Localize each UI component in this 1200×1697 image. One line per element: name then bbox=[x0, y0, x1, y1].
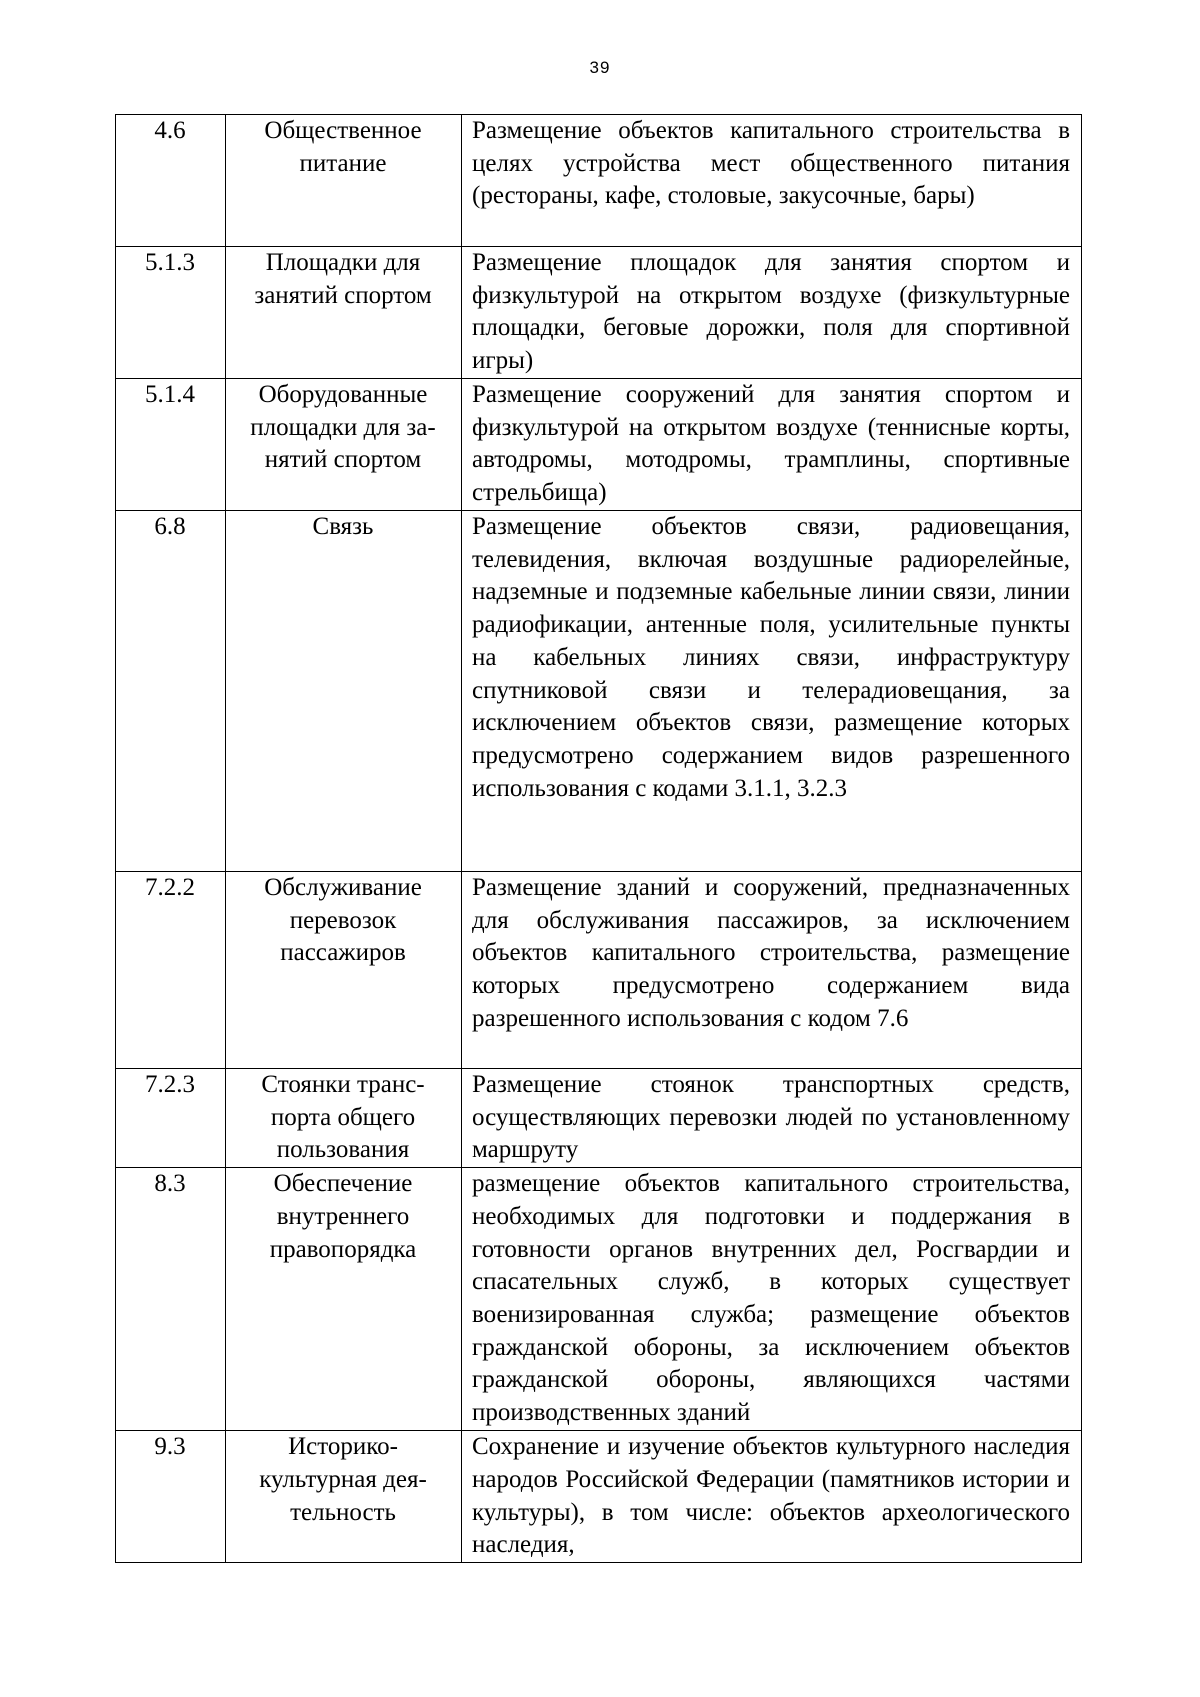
name-line: площадки для за- bbox=[250, 413, 436, 441]
table-row bbox=[116, 1069, 1082, 1168]
name-line: пассажиров bbox=[280, 939, 406, 967]
code-cell: 7.2.3 bbox=[116, 1069, 226, 1168]
name-cell bbox=[226, 511, 462, 872]
description-cell: Размещение площадок для занятия спортом и физкультурой на открытом воздухе (физкультурные площадки, беговые дорожки, поля для спортивной игры) bbox=[462, 247, 1082, 379]
name-line: Историко- bbox=[288, 1433, 398, 1461]
name-line: занятий спортом bbox=[254, 281, 432, 309]
description-cell: размещение объектов капитального строительства, необходимых для подготовки и поддержания в готовности органов внутренних дел, Росгвардии и спасательных служб, в которых существует военизированная служба; размещение объектов гражданской обороны, за исключением объектов гражданской обороны, являющихся частями производственных зданий bbox=[462, 1168, 1082, 1431]
description-cell: Размещение стоянок транспортных средств, осуществляющих перевозки людей по установленному маршруту bbox=[462, 1069, 1082, 1168]
code-cell: 7.2.2 bbox=[116, 872, 226, 1069]
name-line: нятий спортом bbox=[264, 446, 422, 474]
name-line: Обслуживание bbox=[264, 874, 422, 901]
land-use-table bbox=[115, 114, 1082, 1563]
name-line: Площадки для bbox=[265, 249, 421, 276]
name-line: культурная дея- bbox=[259, 1465, 427, 1493]
name-line: тельность bbox=[290, 1498, 396, 1526]
code-cell: 9.3 bbox=[116, 1431, 226, 1563]
name-cell bbox=[226, 379, 462, 511]
name-line: Обеспечение bbox=[273, 1170, 413, 1198]
name-cell bbox=[226, 1431, 462, 1563]
name-cell bbox=[226, 872, 462, 1069]
name-line: правопорядка bbox=[269, 1235, 417, 1263]
name-cell bbox=[226, 115, 462, 247]
code-cell: 8.3 bbox=[116, 1168, 226, 1431]
name-line: порта общего bbox=[270, 1103, 416, 1131]
name-line: Стоянки транс- bbox=[261, 1071, 425, 1098]
name-cell bbox=[226, 1168, 462, 1431]
code-cell: 5.1.3 bbox=[116, 247, 226, 379]
name-line: Общественное bbox=[264, 117, 422, 144]
table-row bbox=[116, 379, 1082, 511]
name-line: пользования bbox=[276, 1136, 410, 1164]
page-number: 39 bbox=[589, 58, 611, 77]
code-cell: 6.8 bbox=[116, 511, 226, 872]
name-line: питание bbox=[299, 149, 387, 177]
name-cell bbox=[226, 1069, 462, 1168]
table-row bbox=[116, 115, 1082, 247]
name-line: перевозок bbox=[289, 906, 397, 934]
name-line: Связь bbox=[312, 513, 374, 540]
name-line: Оборудованные bbox=[258, 381, 428, 408]
table-row bbox=[116, 511, 1082, 872]
table-row bbox=[116, 872, 1082, 1069]
name-line: внутреннего bbox=[276, 1202, 410, 1230]
table-row bbox=[116, 247, 1082, 379]
description-cell: Размещение объектов связи, радиовещания, телевидения, включая воздушные радиорелейные, надземные и подземные кабельные линии связи, линии радиофикации, антенные поля, усилительные пункты на кабельных линиях связи, инфраструктуру спутниковой связи и телерадиовещания, за исключением объектов связи, размещение которых предусмотрено содержанием видов разрешенного использования с кодами 3.1.1, 3.2.3 bbox=[462, 511, 1082, 872]
code-cell: 5.1.4 bbox=[116, 379, 226, 511]
description-cell: Размещение зданий и сооружений, предназначенных для обслуживания пассажиров, за исключением объектов капитального строительства, размещение которых предусмотрено содержанием вида разрешенного использования с кодом 7.6 bbox=[462, 872, 1082, 1069]
table-row bbox=[116, 1431, 1082, 1563]
description-cell: Размещение сооружений для занятия спортом и физкультурой на открытом воздухе (теннисные корты, автодромы, мотодромы, трамплины, спортивные стрельбища) bbox=[462, 379, 1082, 511]
description-cell: Сохранение и изучение объектов культурного наследия народов Российской Федерации (памятников истории и культуры), в том числе: объектов археологического наследия, bbox=[462, 1431, 1082, 1563]
name-cell bbox=[226, 247, 462, 379]
description-cell: Размещение объектов капитального строительства в целях устройства мест общественного питания (рестораны, кафе, столовые, закусочные, бары) bbox=[462, 115, 1082, 247]
code-cell: 4.6 bbox=[116, 115, 226, 247]
table-row bbox=[116, 1168, 1082, 1431]
